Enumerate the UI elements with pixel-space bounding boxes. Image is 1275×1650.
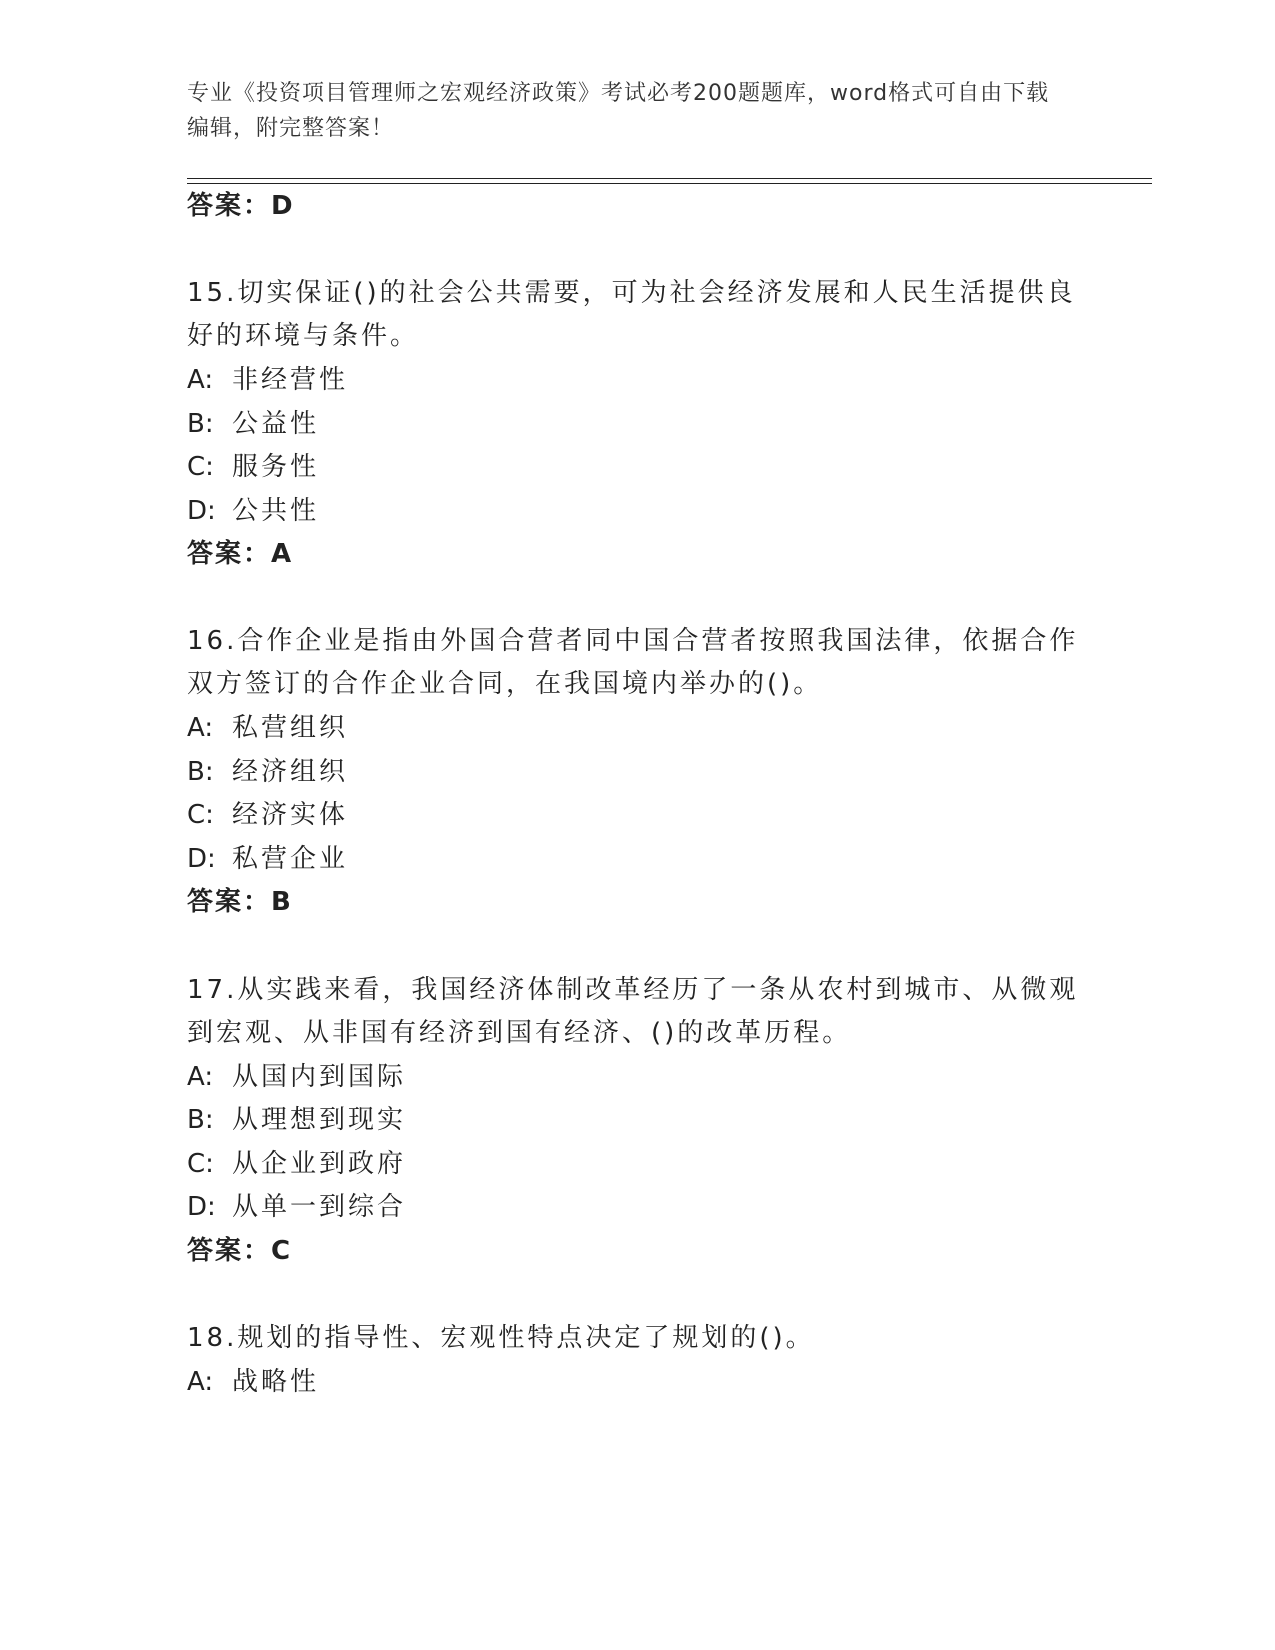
option-b: [187, 751, 348, 788]
option-text: 服务性: [232, 452, 320, 482]
option-d: [187, 838, 348, 875]
option-b: [187, 403, 319, 440]
option-c: [187, 446, 319, 483]
option-text: 私营组织: [232, 713, 349, 743]
answer: 答案：A: [187, 539, 294, 569]
option-a: [187, 1056, 406, 1093]
option-a: [187, 1361, 319, 1398]
answer: 答案：C: [187, 1236, 293, 1266]
option-label: C:: [187, 800, 214, 830]
option-text: 非经营性: [232, 365, 349, 395]
question-stem-continued: 好的环境与条件。: [187, 321, 420, 351]
option-label: B:: [187, 757, 214, 787]
question-stem: 15.切实保证()的社会公共需要，可为社会经济发展和人民生活提供良: [187, 278, 1076, 308]
question-stem: 16.合作企业是指由外国合营者同中国合营者按照我国法律，依据合作: [187, 626, 1079, 656]
option-d: [187, 1186, 406, 1223]
option-label: D:: [187, 1192, 216, 1222]
header-divider-bottom: [187, 183, 1152, 184]
previous-answer: 答案：D: [187, 191, 295, 221]
question-stem: 18.规划的指导性、宏观性特点决定了规划的()。: [187, 1323, 815, 1353]
option-label: A:: [187, 365, 214, 395]
option-b: [187, 1099, 406, 1136]
question-stem-continued: 双方签订的合作企业合同，在我国境内举办的()。: [187, 669, 823, 699]
option-text: 公共性: [232, 496, 320, 526]
option-label: A:: [187, 1367, 214, 1397]
option-text: 从理想到现实: [232, 1105, 407, 1135]
option-label: C:: [187, 452, 214, 482]
option-label: A:: [187, 713, 214, 743]
option-text: 从单一到综合: [232, 1192, 407, 1222]
option-label: C:: [187, 1149, 214, 1179]
option-label: D:: [187, 496, 216, 526]
option-label: D:: [187, 844, 216, 874]
option-text: 私营企业: [232, 844, 349, 874]
option-label: B:: [187, 1105, 214, 1135]
option-a: [187, 359, 348, 396]
answer: 答案：B: [187, 887, 293, 917]
option-text: 经济组织: [232, 757, 349, 787]
document-header: 专业《投资项目管理师之宏观经济政策》考试必考200题题库，word格式可自由下载编辑，附完整答案！: [187, 81, 1050, 141]
header-divider-top: [187, 178, 1152, 179]
option-c: [187, 1143, 406, 1180]
option-text: 公益性: [232, 409, 320, 439]
option-label: B:: [187, 409, 214, 439]
option-c: [187, 794, 348, 831]
question-stem: 17.从实践来看，我国经济体制改革经历了一条从农村到城市、从微观: [187, 975, 1079, 1005]
option-text: 从国内到国际: [232, 1062, 407, 1092]
option-d: [187, 490, 319, 527]
option-text: 经济实体: [232, 800, 349, 830]
option-label: A:: [187, 1062, 214, 1092]
option-text: 从企业到政府: [232, 1149, 407, 1179]
question-stem-continued: 到宏观、从非国有经济到国有经济、()的改革历程。: [187, 1018, 852, 1048]
option-a: [187, 707, 348, 744]
option-text: 战略性: [232, 1367, 320, 1397]
